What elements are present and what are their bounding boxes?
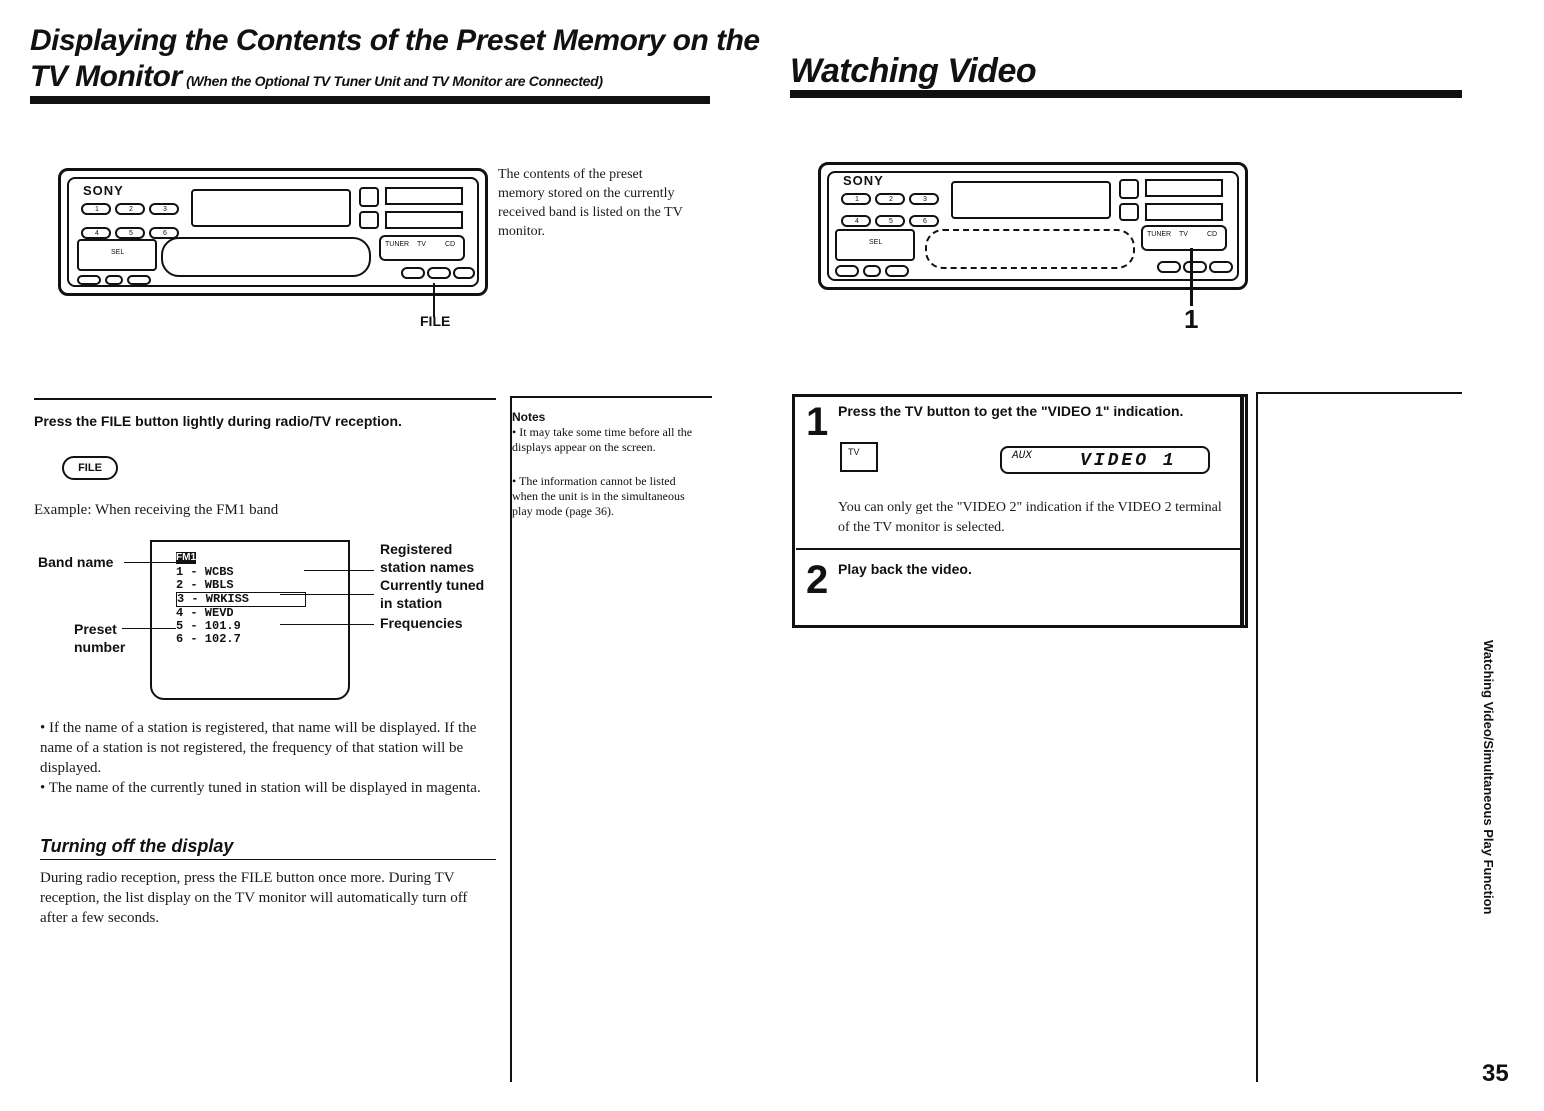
left-page-title-line1: Displaying the Contents of the Preset Memory on the <box>30 24 760 57</box>
tuned-label-2: in station <box>380 595 443 611</box>
car-stereo-unit <box>58 168 488 296</box>
preset-button-4[interactable]: 4 <box>841 215 871 227</box>
disc-buttons[interactable] <box>385 211 463 229</box>
list-item: 4 - WEVD <box>176 606 234 620</box>
lcd-display <box>1000 446 1210 474</box>
right-title-bar <box>790 90 1462 98</box>
note-2: • The information cannot be listed when the unit is in the simultaneous play mode (page 36). <box>512 474 685 518</box>
page-number: 35 <box>1482 1060 1509 1087</box>
instruction-text: Press the FILE button lightly during radio/TV reception. <box>34 413 402 429</box>
tape-button[interactable] <box>359 211 379 229</box>
car-stereo-unit-right <box>818 162 1248 290</box>
intro-text: The contents of the preset memory stored on the currently received band is listed on the TV monitor. <box>498 167 683 239</box>
steps-box-shadow <box>1240 394 1244 628</box>
file-button[interactable] <box>427 267 451 279</box>
band-name-pointer <box>124 562 176 563</box>
brand-logo: SONY <box>83 183 124 198</box>
turning-off-heading: Turning off the display <box>40 836 496 860</box>
registered-label-2: station names <box>380 559 475 575</box>
registered-label-1: Registered <box>380 541 453 557</box>
power-button[interactable] <box>105 275 123 285</box>
tape-button[interactable] <box>1119 203 1139 221</box>
display-button[interactable] <box>1157 261 1181 273</box>
power-button[interactable] <box>863 265 881 277</box>
tv-callout-line <box>1190 248 1193 306</box>
eject-icon[interactable] <box>1119 179 1139 199</box>
tv-callout-number: 1 <box>1184 304 1199 334</box>
preset-button-5[interactable]: 5 <box>115 227 145 239</box>
lcd-aux-label: AUX <box>1012 450 1032 462</box>
seek-buttons[interactable] <box>1145 179 1223 197</box>
preset-number-pointer <box>122 628 176 629</box>
preset-button-1[interactable]: 1 <box>81 203 111 215</box>
file-callout-label: FILE <box>420 313 451 329</box>
step-2-text: Play back the video. <box>838 561 972 577</box>
list-item: 2 - WBLS <box>176 578 234 592</box>
step-divider <box>796 548 1244 550</box>
lcd-text: VIDEO 1 <box>1080 451 1177 471</box>
list-item-current: 3 - WRKISS <box>176 592 306 607</box>
preset-button-3[interactable]: 3 <box>909 193 939 205</box>
notes-rule <box>510 396 712 398</box>
preset-button-2[interactable]: 2 <box>115 203 145 215</box>
band-name-label: Band name <box>38 554 114 570</box>
off-button[interactable] <box>77 275 101 285</box>
turning-off-text: During radio reception, press the FILE button once more. During TV reception, the list display on the TV monitor will automatically turn off after a few seconds. <box>40 870 468 926</box>
number-label: number <box>74 639 126 655</box>
bullet-2: • The name of the currently tuned in station will be displayed in magenta. <box>40 780 481 796</box>
sel-volume-control[interactable]: SEL <box>77 239 157 271</box>
mute-button[interactable] <box>885 265 909 277</box>
preset-button-5[interactable]: 5 <box>875 215 905 227</box>
preset-button-6[interactable]: 6 <box>909 215 939 227</box>
frequencies-label: Frequencies <box>380 615 463 631</box>
brand-logo-right: SONY <box>843 173 884 188</box>
step-1-note: You can only get the "VIDEO 2" indication if the VIDEO 2 terminal of the TV monitor is selected. <box>838 500 1222 535</box>
source-buttons[interactable]: TUNER TV CD <box>379 235 465 261</box>
sel-volume-control[interactable]: SEL <box>835 229 915 261</box>
display-window <box>925 229 1135 269</box>
display-button[interactable] <box>401 267 425 279</box>
band-name-box: FM1 <box>176 552 196 563</box>
right-column-divider <box>1256 392 1258 1082</box>
left-title-bar <box>30 96 710 104</box>
tuned-label-1: Currently tuned <box>380 577 485 593</box>
preset-button-3[interactable]: 3 <box>149 203 179 215</box>
bullet-1: • If the name of a station is registered, that name will be displayed. If the name of a station is not registered, the frequency of that station will be displayed. <box>40 720 477 776</box>
preset-label: Preset <box>74 621 117 637</box>
frequencies-pointer <box>280 624 374 625</box>
cassette-slot <box>191 189 351 227</box>
display-window <box>161 237 371 277</box>
left-column-rule <box>34 398 496 400</box>
registered-pointer <box>304 570 374 571</box>
preset-button-6[interactable]: 6 <box>149 227 179 239</box>
step-1-text: Press the TV button to get the "VIDEO 1" indication. <box>838 403 1184 419</box>
mute-button[interactable] <box>127 275 151 285</box>
right-column-rule <box>1256 392 1462 394</box>
mode-button[interactable] <box>453 267 475 279</box>
source-buttons[interactable]: TUNER TV CD <box>1141 225 1227 251</box>
preset-button-2[interactable]: 2 <box>875 193 905 205</box>
left-page-title-sub: (When the Optional TV Tuner Unit and TV Monitor are Connected) <box>186 73 603 89</box>
preset-button-4[interactable]: 4 <box>81 227 111 239</box>
notes-heading: Notes <box>512 410 546 424</box>
list-item: 5 - 101.9 <box>176 619 241 633</box>
side-section-label: Watching Video/Simultaneous Play Function <box>1481 640 1496 915</box>
example-text: Example: When receiving the FM1 band <box>34 502 279 518</box>
file-button[interactable] <box>1183 261 1207 273</box>
step-2-number: 2 <box>806 558 829 602</box>
left-page-title-main: TV Monitor <box>30 60 182 93</box>
right-page-title: Watching Video <box>790 52 1037 90</box>
eject-icon[interactable] <box>359 187 379 207</box>
disc-buttons[interactable] <box>1145 203 1223 221</box>
cassette-slot <box>951 181 1111 219</box>
list-item: 6 - 102.7 <box>176 632 241 646</box>
list-item: 1 - WCBS <box>176 565 234 579</box>
mode-button[interactable] <box>1209 261 1233 273</box>
step-1-number: 1 <box>806 400 829 444</box>
seek-buttons[interactable] <box>385 187 463 205</box>
preset-list <box>176 566 306 646</box>
off-button[interactable] <box>835 265 859 277</box>
file-button-icon: FILE <box>62 456 118 480</box>
tv-button-icon: TV <box>840 442 878 472</box>
note-1: • It may take some time before all the displays appear on the screen. <box>512 425 693 454</box>
tuned-pointer <box>280 594 374 595</box>
left-page-title-line2 <box>30 62 603 92</box>
preset-button-1[interactable]: 1 <box>841 193 871 205</box>
